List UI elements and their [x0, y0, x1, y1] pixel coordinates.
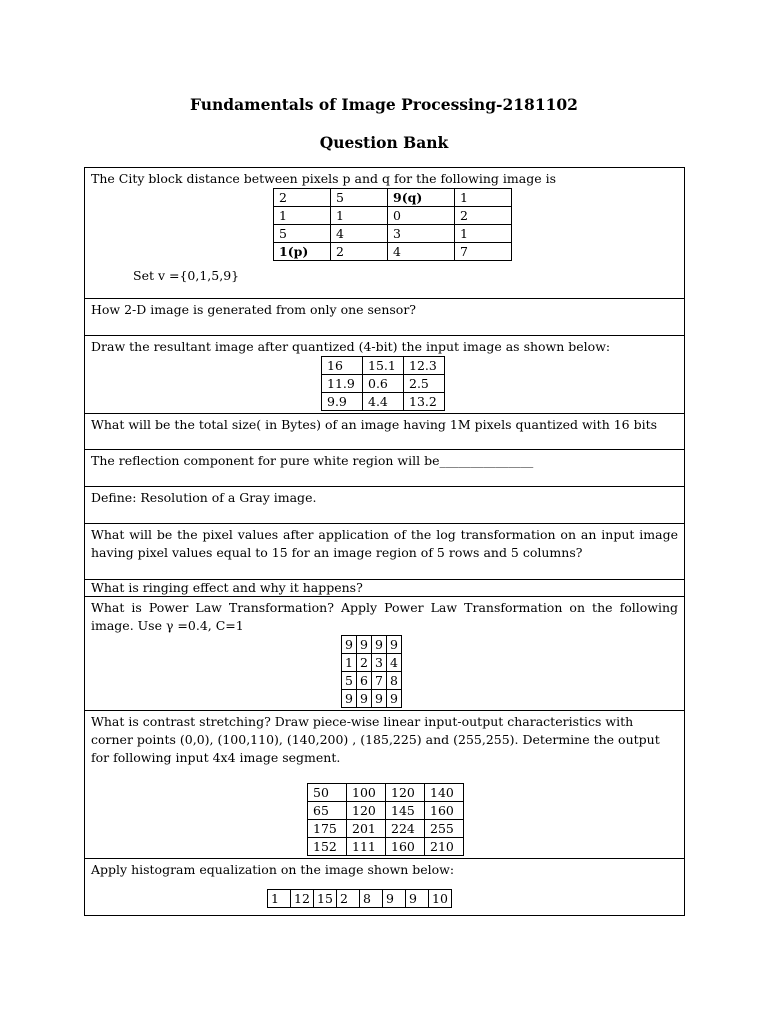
- grid-cell: 3: [388, 225, 455, 243]
- grid-cell: 0.6: [363, 375, 404, 393]
- grid-cell: 6: [357, 672, 372, 690]
- grid-cell: 9: [383, 890, 406, 908]
- question-row-3: [85, 336, 685, 414]
- question-row-5: [85, 450, 685, 487]
- grid-cell: 5: [274, 225, 331, 243]
- grid-cell: 2: [337, 890, 360, 908]
- question-10-text: What is contrast stretching? Draw piece-wise linear input-output characteristics with corner points (0,0), (100,110), (140,200) , (185,225) and (255,255). Determine the output for following input 4x4 image segment.: [91, 714, 660, 765]
- grid-cell: 1: [331, 207, 388, 225]
- grid-cell: 140: [425, 784, 464, 802]
- grid-cell: 111: [347, 838, 386, 856]
- grid-cell: 2: [331, 243, 388, 261]
- question-1-text: The City block distance between pixels p and q for the following image is: [91, 171, 556, 186]
- question-row-7: [85, 524, 685, 580]
- grid-cell: 9: [387, 690, 402, 708]
- grid-cell: 9: [372, 690, 387, 708]
- grid-cell: 9: [342, 690, 357, 708]
- question-row-10: [85, 711, 685, 859]
- grid-cell: 4: [331, 225, 388, 243]
- document-subtitle: Question Bank: [319, 133, 449, 152]
- grid-cell: 4: [388, 243, 455, 261]
- question-row-2: [85, 299, 685, 336]
- grid-cell: 9: [357, 636, 372, 654]
- document-title: Fundamentals of Image Processing-2181102: [190, 95, 578, 114]
- question-row-11: [85, 859, 685, 916]
- grid-cell: 15.1: [363, 357, 404, 375]
- grid-cell: 9: [372, 636, 387, 654]
- grid-cell: 224: [386, 820, 425, 838]
- question-9-text: What is Power Law Transformation? Apply Power Law Transformation on the following image. Use γ =0.4, C=1: [91, 600, 678, 633]
- grid-cell: 255: [425, 820, 464, 838]
- grid-cell: 4.4: [363, 393, 404, 411]
- grid-cell: 120: [347, 802, 386, 820]
- grid-cell: 9: [387, 636, 402, 654]
- grid-cell: 7: [372, 672, 387, 690]
- question-8-text: What is ringing effect and why it happens?: [91, 580, 363, 595]
- grid-cell: 13.2: [404, 393, 445, 411]
- question-10-grid: [307, 783, 464, 856]
- grid-cell: 9.9: [322, 393, 363, 411]
- grid-cell: 3: [372, 654, 387, 672]
- grid-cell: 2: [357, 654, 372, 672]
- grid-cell-q: 9(q): [388, 189, 455, 207]
- grid-cell: 1: [455, 225, 512, 243]
- question-9-grid: [341, 635, 402, 708]
- grid-cell: 15: [314, 890, 337, 908]
- grid-cell: 7: [455, 243, 512, 261]
- grid-cell: 145: [386, 802, 425, 820]
- question-table: [84, 167, 685, 916]
- question-1-grid: [273, 188, 512, 261]
- question-row-4: [85, 414, 685, 450]
- grid-cell: 1: [455, 189, 512, 207]
- grid-cell: 4: [387, 654, 402, 672]
- grid-cell: 1: [342, 654, 357, 672]
- question-row-8: [85, 580, 685, 597]
- grid-cell: 9: [406, 890, 429, 908]
- question-row-1: [85, 168, 685, 299]
- grid-cell: 16: [322, 357, 363, 375]
- question-row-9: [85, 597, 685, 711]
- grid-cell: 5: [342, 672, 357, 690]
- grid-cell: 2: [455, 207, 512, 225]
- grid-cell: 100: [347, 784, 386, 802]
- grid-cell: 2.5: [404, 375, 445, 393]
- question-11-grid: [267, 889, 452, 908]
- question-3-text: Draw the resultant image after quantized (4-bit) the input image as shown below:: [91, 339, 611, 354]
- grid-cell: 175: [308, 820, 347, 838]
- grid-cell: 1: [274, 207, 331, 225]
- question-6-text: Define: Resolution of a Gray image.: [91, 490, 317, 505]
- grid-cell: 10: [429, 890, 452, 908]
- grid-cell: 1: [268, 890, 291, 908]
- grid-cell: 210: [425, 838, 464, 856]
- question-4-text: What will be the total size( in Bytes) of an image having 1M pixels quantized with 16 bits: [91, 417, 658, 432]
- grid-cell: 9: [357, 690, 372, 708]
- grid-cell: 160: [425, 802, 464, 820]
- grid-cell: 8: [387, 672, 402, 690]
- grid-cell: 201: [347, 820, 386, 838]
- grid-cell: 12: [291, 890, 314, 908]
- grid-cell: 12.3: [404, 357, 445, 375]
- grid-cell: 9: [342, 636, 357, 654]
- grid-cell: 65: [308, 802, 347, 820]
- question-7-text: What will be the pixel values after application of the log transformation on an input image having pixel values equal to 15 for an image region of 5 rows and 5 columns?: [91, 527, 678, 560]
- question-row-6: [85, 487, 685, 524]
- grid-cell-p: 1(p): [274, 243, 331, 261]
- grid-cell: 8: [360, 890, 383, 908]
- grid-cell: 120: [386, 784, 425, 802]
- grid-cell: 2: [274, 189, 331, 207]
- grid-cell: 160: [386, 838, 425, 856]
- grid-cell: 152: [308, 838, 347, 856]
- grid-cell: 11.9: [322, 375, 363, 393]
- grid-cell: 50: [308, 784, 347, 802]
- question-3-grid: [321, 356, 445, 411]
- grid-cell: 0: [388, 207, 455, 225]
- question-11-text: Apply histogram equalization on the image shown below:: [91, 862, 455, 877]
- question-5-text: The reflection component for pure white region will be_______________: [91, 453, 534, 468]
- grid-cell: 5: [331, 189, 388, 207]
- question-2-text: How 2-D image is generated from only one sensor?: [91, 302, 416, 317]
- question-1-note: Set v ={0,1,5,9}: [133, 268, 240, 283]
